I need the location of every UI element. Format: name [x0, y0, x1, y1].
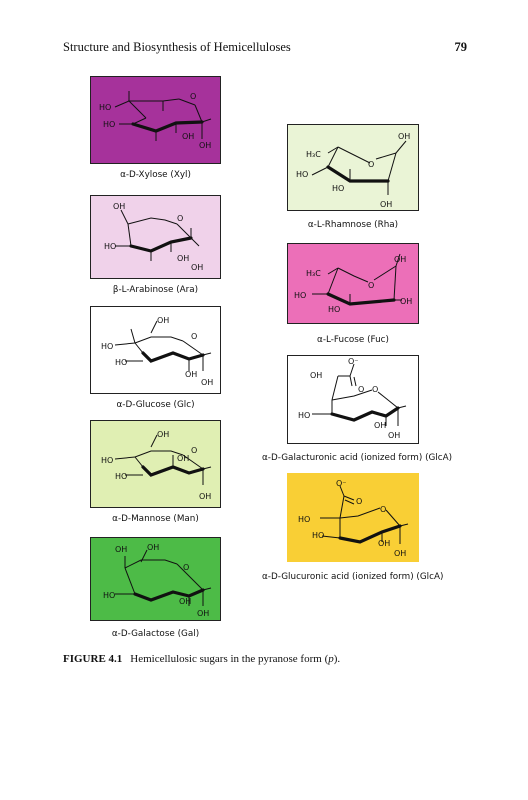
atom-label: HO [115, 358, 128, 367]
atom-label: OH [179, 597, 192, 606]
atom-label: O [372, 385, 379, 394]
atom-label: OH [380, 200, 393, 209]
atom-label: OH [398, 132, 411, 141]
atom-label: OH [394, 549, 407, 558]
galactose-panel [90, 537, 221, 621]
page-number: 79 [454, 40, 467, 54]
rhamnose-structure [288, 125, 419, 211]
atom-label: OH [177, 254, 190, 263]
atom-label: HO [332, 184, 345, 193]
glucuronic-acid-structure [288, 474, 419, 562]
atom-label: O [358, 385, 365, 394]
arabinose-panel [90, 195, 221, 279]
galacturonic-acid-structure [288, 356, 419, 444]
atom-label: O [380, 505, 387, 514]
arabinose-caption: β-L-Arabinose (Ara) [112, 285, 199, 295]
atom-label: OH [177, 454, 190, 463]
atom-label: HO [298, 515, 311, 524]
atom-label: OH [191, 263, 204, 272]
atom-label: HO [99, 103, 112, 112]
atom-label: O [191, 332, 198, 341]
atom-label: HO [296, 170, 309, 179]
atom-label: OH [199, 492, 212, 501]
glucose-panel [90, 306, 221, 394]
atom-label: OH [201, 378, 214, 387]
atom-label: O [190, 92, 197, 101]
atom-label: H₃C [306, 269, 321, 278]
atom-label: OH [182, 132, 195, 141]
atom-label: H₃C [306, 150, 321, 159]
atom-label: O⁻ [348, 357, 359, 366]
fucose-structure [288, 244, 419, 324]
atom-label: HO [298, 411, 311, 420]
atom-label: HO [115, 472, 128, 481]
figure-label: FIGURE 4.1 [63, 653, 123, 665]
glucuronic-acid-caption: α-D-Glucuronic acid (ionized form) (GlcA) [262, 572, 444, 582]
xylose-panel [90, 76, 221, 164]
fucose-panel [287, 243, 419, 324]
atom-label: OH [394, 255, 407, 264]
atom-label: HO [101, 456, 114, 465]
atom-label: HO [103, 591, 116, 600]
mannose-caption: α-D-Mannose (Man) [112, 514, 199, 524]
atom-label: OH [310, 371, 323, 380]
page-header [63, 40, 467, 58]
atom-label: OH [113, 202, 126, 211]
mannose-structure [91, 421, 221, 508]
galacturonic-acid-caption: α-D-Galacturonic acid (ionized form) (GlcA) [262, 453, 453, 463]
atom-label: O [368, 160, 375, 169]
xylose-structure [91, 77, 221, 164]
atom-label: HO [328, 305, 341, 314]
mannose-panel [90, 420, 221, 508]
atom-label: HO [101, 342, 114, 351]
figure-caption-text: Hemicellulosic sugars in the pyranose form (p). [130, 653, 341, 665]
atom-label: HO [294, 291, 307, 300]
atom-label: OH [157, 430, 170, 439]
rhamnose-caption: α-L-Rhamnose (Rha) [307, 220, 399, 230]
atom-label: OH [374, 421, 387, 430]
atom-label: O⁻ [336, 479, 347, 488]
atom-label: O [177, 214, 184, 223]
rhamnose-panel [287, 124, 419, 211]
atom-label: O [183, 563, 190, 572]
atom-label: OH [400, 297, 413, 306]
atom-label: HO [312, 531, 325, 540]
galactose-structure [91, 538, 221, 621]
atom-label: OH [199, 141, 212, 150]
atom-label: O [191, 446, 198, 455]
xylose-caption: α-D-Xylose (Xyl) [120, 170, 191, 180]
fucose-caption: α-L-Fucose (Fuc) [317, 335, 389, 345]
figure-caption [63, 653, 467, 665]
arabinose-structure [91, 196, 221, 279]
atom-label: OH [115, 545, 128, 554]
atom-label: OH [378, 539, 391, 548]
running-title: Structure and Biosynthesis of Hemicelluloses [63, 40, 291, 54]
atom-label: OH [197, 609, 210, 618]
atom-label: HO [104, 242, 117, 251]
atom-label: HO [103, 120, 116, 129]
atom-label: OH [185, 370, 198, 379]
atom-label: O [368, 281, 375, 290]
atom-label: OH [157, 316, 170, 325]
glucuronic-acid-panel [287, 473, 419, 562]
atom-label: O [356, 497, 363, 506]
atom-label: OH [147, 543, 160, 552]
glucose-caption: α-D-Glucose (Glc) [116, 400, 195, 410]
galactose-caption: α-D-Galactose (Gal) [111, 629, 200, 639]
glucose-structure [91, 307, 221, 394]
atom-label: OH [388, 431, 401, 440]
galacturonic-acid-panel [287, 355, 419, 444]
